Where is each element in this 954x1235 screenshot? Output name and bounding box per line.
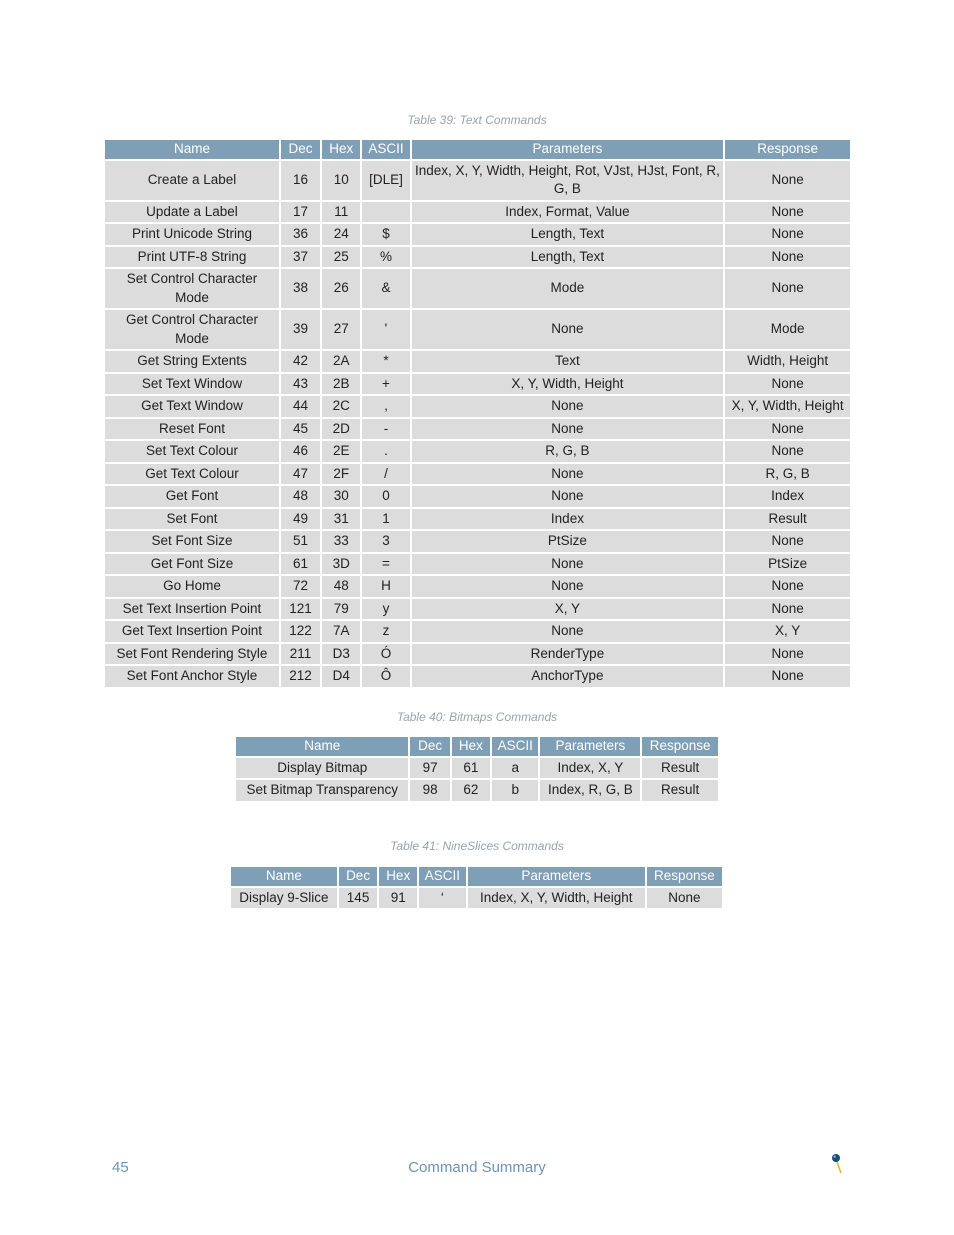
cell-name: Set Font Rendering Style: [105, 644, 279, 665]
table-row: [105, 269, 850, 308]
cell-hex: D3: [322, 644, 360, 665]
table-row: [105, 396, 850, 417]
table-40-caption: Table 40: Bitmaps Commands: [396, 710, 558, 724]
cell-response: X, Y: [725, 621, 850, 642]
cell-hex: 48: [322, 576, 360, 597]
cell-hex: 61: [452, 758, 490, 779]
cell-hex: 25: [322, 247, 360, 268]
column-header-ascii: ASCII: [419, 867, 466, 886]
cell-parameters: Index, X, Y, Width, Height: [468, 888, 645, 909]
table-header-row: [236, 737, 718, 756]
table-row: [105, 464, 850, 485]
cell-dec: 37: [281, 247, 320, 268]
column-header-response: Response: [647, 867, 722, 886]
cell-name: Get String Extents: [105, 351, 279, 372]
cell-response: None: [725, 576, 850, 597]
cell-parameters: None: [412, 576, 724, 597]
cell-ascii: =: [362, 554, 409, 575]
cell-hex: 2F: [322, 464, 360, 485]
cell-hex: 2E: [322, 441, 360, 462]
table-row: [105, 419, 850, 440]
cell-hex: 24: [322, 224, 360, 245]
cell-ascii: b: [492, 780, 538, 801]
cell-ascii: *: [362, 351, 409, 372]
cell-response: R, G, B: [725, 464, 850, 485]
cell-hex: 33: [322, 531, 360, 552]
cell-dec: 51: [281, 531, 320, 552]
cell-name: Set Text Window: [105, 374, 279, 395]
cell-dec: 72: [281, 576, 320, 597]
cell-name: Print UTF-8 String: [105, 247, 279, 268]
column-header-ascii: ASCII: [492, 737, 538, 756]
cell-name: Display Bitmap: [236, 758, 408, 779]
cell-response: Result: [642, 780, 718, 801]
cell-parameters: None: [412, 554, 724, 575]
cell-response: PtSize: [725, 554, 850, 575]
cell-dec: 42: [281, 351, 320, 372]
cell-dec: 17: [281, 202, 320, 223]
cell-ascii: [362, 202, 409, 223]
column-header-name: Name: [231, 867, 337, 886]
cell-ascii: ': [362, 310, 409, 349]
cell-response: None: [725, 269, 850, 308]
column-header-parameters: Parameters: [468, 867, 645, 886]
table-row: [105, 351, 850, 372]
table-39-caption: Table 39: Text Commands: [407, 113, 547, 127]
table-row: [231, 888, 722, 909]
table-row: [105, 310, 850, 349]
cell-ascii: y: [362, 599, 409, 620]
cell-parameters: None: [412, 486, 724, 507]
cell-name: Set Font Anchor Style: [105, 666, 279, 687]
text-commands-table: [103, 138, 852, 689]
column-header-dec: Dec: [339, 867, 378, 886]
table-row: [105, 644, 850, 665]
cell-parameters: AnchorType: [412, 666, 724, 687]
column-header-response: Response: [642, 737, 718, 756]
cell-dec: 36: [281, 224, 320, 245]
cell-dec: 43: [281, 374, 320, 395]
cell-hex: 62: [452, 780, 490, 801]
column-header-hex: Hex: [452, 737, 490, 756]
cell-name: Go Home: [105, 576, 279, 597]
table-row: [105, 554, 850, 575]
cell-parameters: Index, X, Y: [540, 758, 640, 779]
cell-hex: 2D: [322, 419, 360, 440]
cell-name: Get Font: [105, 486, 279, 507]
cell-dec: 49: [281, 509, 320, 530]
cell-parameters: Length, Text: [412, 224, 724, 245]
cell-ascii: -: [362, 419, 409, 440]
table-row: [236, 780, 718, 801]
cell-parameters: Mode: [412, 269, 724, 308]
cell-name: Print Unicode String: [105, 224, 279, 245]
cell-dec: 212: [281, 666, 320, 687]
cell-hex: 26: [322, 269, 360, 308]
cell-ascii: &: [362, 269, 409, 308]
column-header-name: Name: [236, 737, 408, 756]
cell-hex: D4: [322, 666, 360, 687]
cell-response: None: [725, 644, 850, 665]
cell-response: None: [647, 888, 722, 909]
cell-dec: 38: [281, 269, 320, 308]
cell-name: Set Font: [105, 509, 279, 530]
column-header-response: Response: [725, 140, 850, 159]
cell-parameters: None: [412, 396, 724, 417]
cell-ascii: .: [362, 441, 409, 462]
table-row: [105, 374, 850, 395]
table-row: [105, 161, 850, 200]
cell-ascii: 1: [362, 509, 409, 530]
table-row: [105, 599, 850, 620]
table-header-row: [231, 867, 722, 886]
cell-response: None: [725, 531, 850, 552]
table-row: [236, 758, 718, 779]
cell-ascii: Ó: [362, 644, 409, 665]
table-row: [105, 576, 850, 597]
cell-name: Set Text Insertion Point: [105, 599, 279, 620]
cell-dec: 16: [281, 161, 320, 200]
cell-parameters: None: [412, 621, 724, 642]
cell-response: None: [725, 419, 850, 440]
cell-parameters: Index, R, G, B: [540, 780, 640, 801]
cell-hex: 7A: [322, 621, 360, 642]
cell-hex: 79: [322, 599, 360, 620]
column-header-dec: Dec: [410, 737, 449, 756]
pin-logo-icon: [828, 1151, 848, 1175]
cell-parameters: RenderType: [412, 644, 724, 665]
cell-parameters: Index, X, Y, Width, Height, Rot, VJst, HJst, Font, R, G, B: [412, 161, 724, 200]
cell-ascii: +: [362, 374, 409, 395]
column-header-name: Name: [105, 140, 279, 159]
cell-dec: 39: [281, 310, 320, 349]
cell-parameters: None: [412, 419, 724, 440]
cell-hex: 91: [379, 888, 417, 909]
cell-ascii: /: [362, 464, 409, 485]
cell-hex: 2A: [322, 351, 360, 372]
cell-parameters: X, Y: [412, 599, 724, 620]
cell-ascii: a: [492, 758, 538, 779]
page-number: 45: [112, 1159, 129, 1176]
cell-name: Get Control Character Mode: [105, 310, 279, 349]
table-row: [105, 666, 850, 687]
cell-parameters: X, Y, Width, Height: [412, 374, 724, 395]
column-header-parameters: Parameters: [412, 140, 724, 159]
cell-name: Get Text Colour: [105, 464, 279, 485]
cell-dec: 48: [281, 486, 320, 507]
cell-dec: 61: [281, 554, 320, 575]
cell-ascii: 3: [362, 531, 409, 552]
cell-hex: 27: [322, 310, 360, 349]
column-header-dec: Dec: [281, 140, 320, 159]
footer-section-title: Command Summary: [408, 1159, 546, 1176]
column-header-parameters: Parameters: [540, 737, 640, 756]
cell-ascii: ‘: [419, 888, 466, 909]
cell-name: Set Font Size: [105, 531, 279, 552]
cell-name: Reset Font: [105, 419, 279, 440]
column-header-hex: Hex: [322, 140, 360, 159]
cell-dec: 98: [410, 780, 449, 801]
cell-parameters: Index: [412, 509, 724, 530]
cell-ascii: $: [362, 224, 409, 245]
bitmaps-commands-table: [234, 735, 720, 803]
cell-response: None: [725, 247, 850, 268]
cell-response: None: [725, 666, 850, 687]
cell-hex: 3D: [322, 554, 360, 575]
cell-name: Set Text Colour: [105, 441, 279, 462]
table-header-row: [105, 140, 850, 159]
cell-hex: 10: [322, 161, 360, 200]
column-header-hex: Hex: [379, 867, 417, 886]
cell-dec: 121: [281, 599, 320, 620]
cell-dec: 122: [281, 621, 320, 642]
cell-name: Set Bitmap Transparency: [236, 780, 408, 801]
cell-hex: 11: [322, 202, 360, 223]
table-row: [105, 509, 850, 530]
cell-ascii: z: [362, 621, 409, 642]
cell-dec: 46: [281, 441, 320, 462]
nineslices-commands-table: [229, 865, 724, 910]
cell-response: Mode: [725, 310, 850, 349]
table-row: [105, 224, 850, 245]
table-row: [105, 441, 850, 462]
cell-ascii: ,: [362, 396, 409, 417]
cell-name: Display 9-Slice: [231, 888, 337, 909]
cell-parameters: Text: [412, 351, 724, 372]
cell-dec: 97: [410, 758, 449, 779]
cell-ascii: Ô: [362, 666, 409, 687]
cell-hex: 30: [322, 486, 360, 507]
cell-parameters: PtSize: [412, 531, 724, 552]
cell-parameters: Length, Text: [412, 247, 724, 268]
cell-response: Index: [725, 486, 850, 507]
cell-response: X, Y, Width, Height: [725, 396, 850, 417]
cell-ascii: %: [362, 247, 409, 268]
table-41-caption: Table 41: NineSlices Commands: [390, 839, 564, 853]
cell-response: None: [725, 441, 850, 462]
table-row: [105, 247, 850, 268]
cell-response: None: [725, 161, 850, 200]
cell-dec: 45: [281, 419, 320, 440]
cell-response: None: [725, 224, 850, 245]
cell-response: Result: [725, 509, 850, 530]
cell-dec: 211: [281, 644, 320, 665]
cell-dec: 44: [281, 396, 320, 417]
cell-hex: 31: [322, 509, 360, 530]
cell-response: None: [725, 599, 850, 620]
table-row: [105, 202, 850, 223]
column-header-ascii: ASCII: [362, 140, 409, 159]
cell-response: None: [725, 202, 850, 223]
cell-response: Width, Height: [725, 351, 850, 372]
table-row: [105, 486, 850, 507]
cell-parameters: None: [412, 310, 724, 349]
table-row: [105, 531, 850, 552]
cell-name: Set Control Character Mode: [105, 269, 279, 308]
cell-response: None: [725, 374, 850, 395]
cell-parameters: None: [412, 464, 724, 485]
table-row: [105, 621, 850, 642]
cell-parameters: R, G, B: [412, 441, 724, 462]
cell-response: Result: [642, 758, 718, 779]
cell-hex: 2B: [322, 374, 360, 395]
cell-dec: 145: [339, 888, 378, 909]
cell-name: Get Text Window: [105, 396, 279, 417]
cell-ascii: H: [362, 576, 409, 597]
cell-name: Create a Label: [105, 161, 279, 200]
cell-ascii: 0: [362, 486, 409, 507]
cell-name: Get Text Insertion Point: [105, 621, 279, 642]
cell-dec: 47: [281, 464, 320, 485]
cell-name: Get Font Size: [105, 554, 279, 575]
cell-parameters: Index, Format, Value: [412, 202, 724, 223]
cell-hex: 2C: [322, 396, 360, 417]
cell-name: Update a Label: [105, 202, 279, 223]
cell-ascii: [DLE]: [362, 161, 409, 200]
